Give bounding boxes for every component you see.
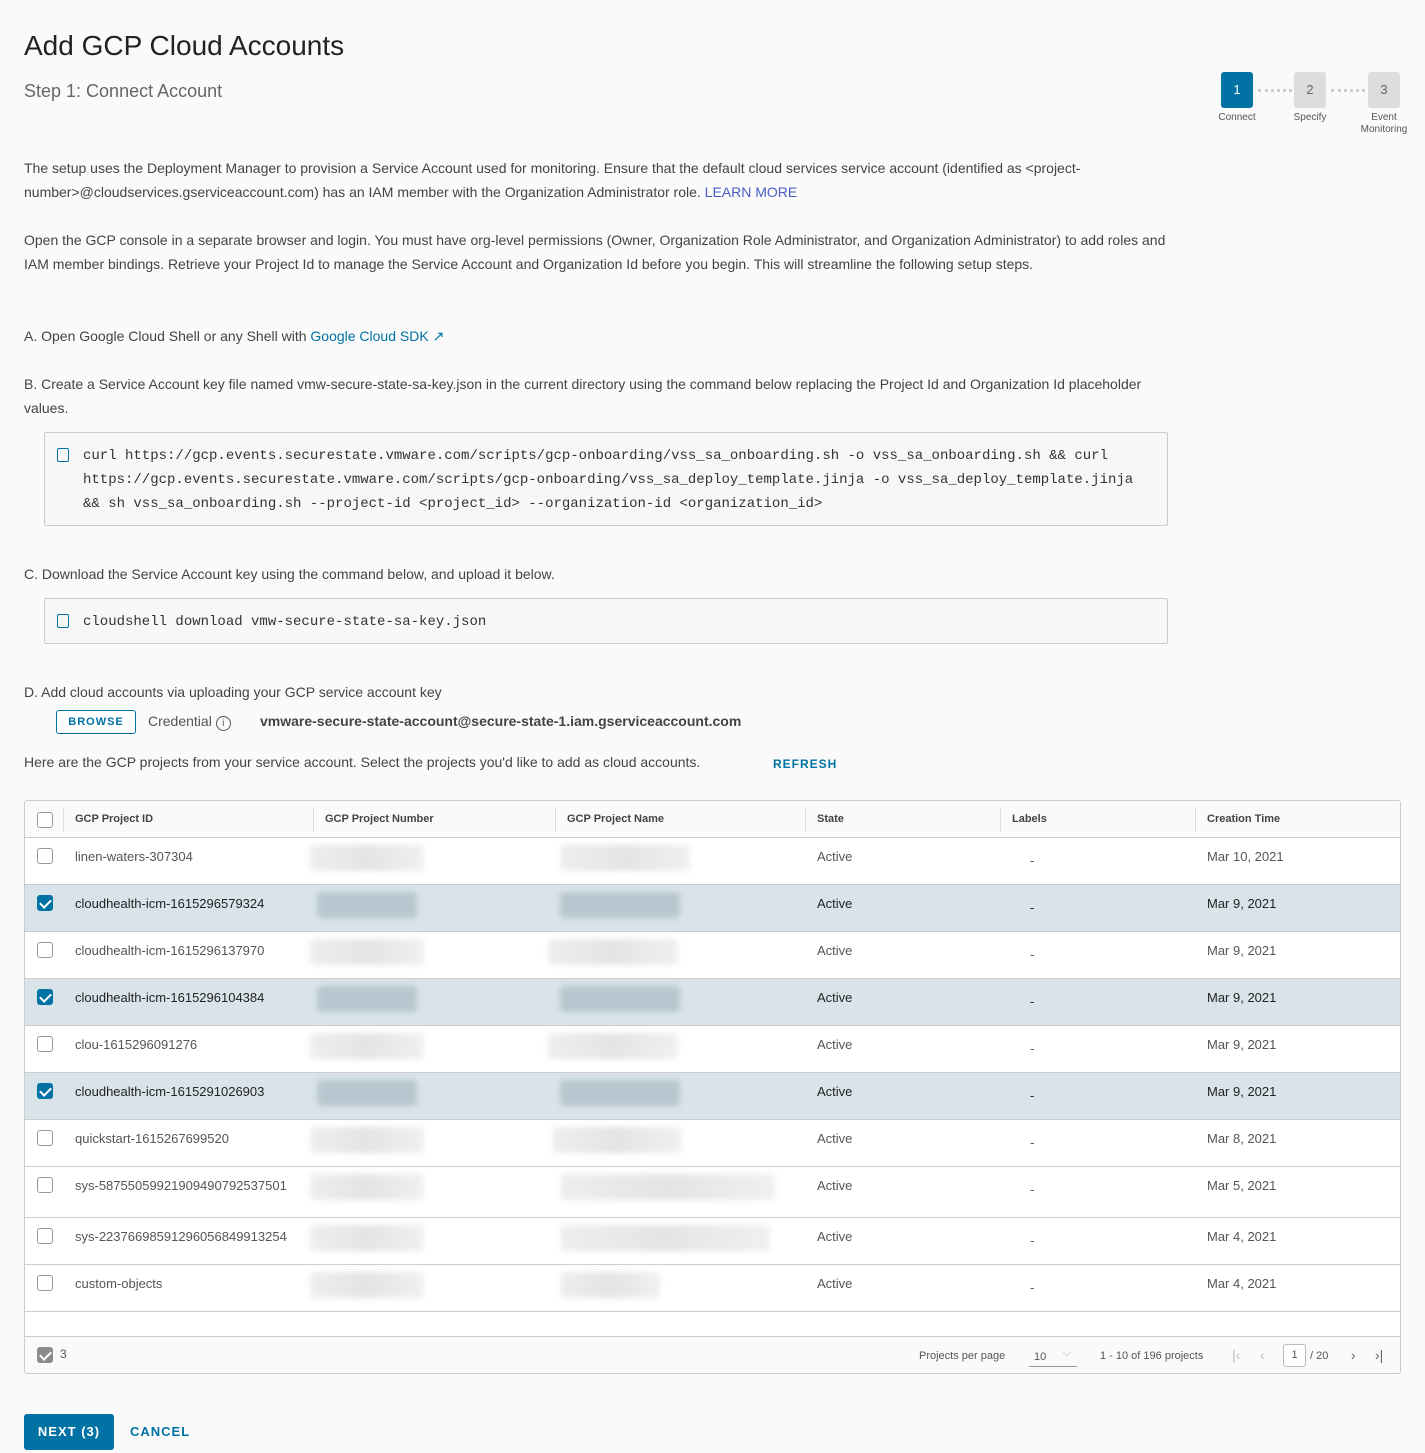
project-state: Active — [817, 990, 853, 1005]
table-row[interactable] — [25, 885, 1400, 932]
step-2[interactable]: 2 — [1294, 72, 1326, 108]
step-a-label: A. Open Google Cloud Shell or any Shell with — [24, 328, 307, 344]
table-row[interactable] — [25, 1026, 1400, 1073]
project-creation-time: Mar 9, 2021 — [1207, 1084, 1277, 1099]
step-3-label: Event Monitoring — [1360, 112, 1408, 135]
next-button[interactable]: NEXT (3) — [24, 1414, 114, 1450]
project-name-redacted — [560, 1225, 770, 1251]
project-number-redacted — [317, 1080, 417, 1106]
project-number-redacted — [310, 1225, 424, 1251]
project-labels: - — [1030, 1280, 1035, 1295]
previous-page-icon[interactable]: ‹ — [1260, 1347, 1265, 1363]
project-labels: - — [1030, 853, 1035, 868]
pagination-range: 1 - 10 of 196 projects — [1100, 1350, 1204, 1362]
project-id: custom-objects — [75, 1276, 163, 1291]
row-checkbox[interactable] — [37, 989, 53, 1005]
step-1[interactable]: 1 — [1221, 72, 1253, 108]
project-number-redacted — [310, 1127, 424, 1153]
table-row[interactable] — [25, 1120, 1400, 1167]
project-number-redacted — [310, 1033, 424, 1059]
col-project-number[interactable]: GCP Project Number — [325, 813, 434, 825]
project-creation-time: Mar 4, 2021 — [1207, 1229, 1277, 1244]
learn-more-link[interactable]: LEARN MORE — [704, 184, 798, 200]
first-page-icon[interactable]: |‹ — [1232, 1347, 1241, 1363]
project-number-redacted — [317, 986, 417, 1012]
table-row[interactable] — [25, 1073, 1400, 1120]
project-name-redacted — [560, 892, 680, 918]
project-creation-time: Mar 8, 2021 — [1207, 1131, 1277, 1146]
row-checkbox[interactable] — [37, 1130, 53, 1146]
table-row[interactable] — [25, 932, 1400, 979]
project-number-redacted — [310, 845, 424, 871]
project-creation-time: Mar 9, 2021 — [1207, 990, 1277, 1005]
chevron-down-icon: ⌵ — [1062, 1347, 1071, 1359]
col-project-id[interactable]: GCP Project ID — [75, 813, 154, 825]
project-labels: - — [1030, 1182, 1035, 1197]
step-b-text: B. Create a Service Account key file named vmw-secure-state-sa-key.json in the current directory using the command below replacing the Project Id and Organization Id placeholder values. — [24, 376, 1142, 416]
select-all-checkbox[interactable] — [37, 812, 53, 828]
step-subtitle: Step 1: Connect Account — [24, 81, 223, 101]
project-labels: - — [1030, 1041, 1035, 1056]
project-labels: - — [1030, 1135, 1035, 1150]
row-checkbox[interactable] — [37, 1083, 53, 1099]
wizard-stepper — [1210, 72, 1420, 142]
code-block-onboarding — [44, 432, 1168, 526]
intro-paragraph-1 — [24, 156, 1174, 204]
project-state: Active — [817, 1037, 853, 1052]
last-page-icon[interactable]: ›| — [1375, 1347, 1384, 1363]
table-row[interactable] — [25, 979, 1400, 1026]
col-creation-time[interactable]: Creation Time — [1207, 813, 1281, 825]
project-number-redacted — [310, 1272, 424, 1298]
col-project-name[interactable]: GCP Project Name — [567, 813, 665, 825]
cancel-button[interactable]: CANCEL — [130, 1424, 191, 1439]
project-name-redacted — [560, 986, 680, 1012]
selected-count: 3 — [60, 1347, 67, 1361]
project-state: Active — [817, 943, 853, 958]
project-number-redacted — [310, 939, 424, 965]
external-link-icon: ↗ — [432, 328, 445, 344]
table-row[interactable] — [25, 1167, 1400, 1218]
row-checkbox[interactable] — [37, 1228, 53, 1244]
project-id: sys-22376698591296056849913254 — [75, 1229, 287, 1244]
info-icon[interactable]: i — [216, 716, 231, 731]
project-id: sys-58755059921909490792537501 — [75, 1178, 287, 1193]
row-checkbox[interactable] — [37, 942, 53, 958]
step-1-label: Connect — [1218, 112, 1256, 123]
project-name-redacted — [552, 1127, 682, 1153]
project-number-redacted — [317, 892, 417, 918]
intro-text: The setup uses the Deployment Manager to provision a Service Account used for monitoring. Ensure that the default cloud services service account (identified as <project-number>@cloudservices.gserviceaccount.com) has an IAM member with the Organization Administrator role. — [24, 160, 1081, 200]
per-page-label: Projects per page — [919, 1350, 1006, 1362]
project-labels: - — [1030, 1233, 1035, 1248]
table-footer — [25, 1336, 1400, 1374]
row-checkbox[interactable] — [37, 1036, 53, 1052]
project-creation-time: Mar 9, 2021 — [1207, 896, 1277, 911]
projects-description: Here are the GCP projects from your service account. Select the projects you'd like to add as cloud accounts. — [24, 754, 701, 770]
row-checkbox[interactable] — [37, 895, 53, 911]
browse-button[interactable]: BROWSE — [56, 710, 136, 734]
page-title: Add GCP Cloud Accounts — [24, 30, 345, 61]
project-name-redacted — [548, 939, 678, 965]
col-labels[interactable]: Labels — [1012, 813, 1047, 825]
step-2-label: Specify — [1293, 112, 1327, 123]
row-checkbox[interactable] — [37, 1177, 53, 1193]
project-number-redacted — [310, 1174, 424, 1200]
project-state: Active — [817, 849, 853, 864]
project-labels: - — [1030, 900, 1035, 915]
project-creation-time: Mar 10, 2021 — [1207, 849, 1284, 864]
row-checkbox[interactable] — [37, 1275, 53, 1291]
project-labels: - — [1030, 994, 1035, 1009]
project-creation-time: Mar 9, 2021 — [1207, 943, 1277, 958]
refresh-button[interactable]: REFRESH — [773, 757, 838, 771]
project-labels: - — [1030, 947, 1035, 962]
table-row[interactable] — [25, 838, 1400, 885]
project-name-redacted — [560, 845, 690, 871]
projects-table — [24, 800, 1401, 1374]
project-id: cloudhealth-icm-1615291026903 — [75, 1084, 265, 1099]
project-creation-time: Mar 9, 2021 — [1207, 1037, 1277, 1052]
selected-count-icon — [37, 1347, 53, 1363]
project-labels: - — [1030, 1088, 1035, 1103]
step-3[interactable]: 3 — [1368, 72, 1400, 108]
project-id: linen-waters-307304 — [75, 849, 193, 864]
step-d-text: D. Add cloud accounts via uploading your GCP service account key — [24, 684, 442, 700]
project-state: Active — [817, 1276, 853, 1291]
project-state: Active — [817, 1084, 853, 1099]
col-state[interactable]: State — [817, 813, 844, 825]
total-pages: / 20 — [1310, 1350, 1329, 1362]
google-cloud-sdk-link[interactable]: Google Cloud SDK ↗ — [310, 328, 445, 344]
step-a-text — [24, 324, 1174, 348]
table-row[interactable] — [25, 1218, 1400, 1265]
copy-icon[interactable] — [57, 448, 69, 462]
copy-icon[interactable] — [57, 614, 69, 628]
page-input[interactable]: 1 — [1283, 1344, 1306, 1367]
row-checkbox[interactable] — [37, 848, 53, 864]
project-state: Active — [817, 1178, 853, 1193]
credential-value: vmware-secure-state-account@secure-state-1.iam.gserviceaccount.com — [260, 713, 742, 729]
table-header — [25, 801, 1400, 838]
project-state: Active — [817, 1229, 853, 1244]
project-creation-time: Mar 5, 2021 — [1207, 1178, 1277, 1193]
code-block-download — [44, 598, 1168, 644]
project-name-redacted — [548, 1033, 678, 1059]
project-state: Active — [817, 1131, 853, 1146]
project-name-redacted — [560, 1272, 660, 1298]
onboarding-command: curl https://gcp.events.securestate.vmware.com/scripts/gcp-onboarding/vss_sa_onboarding.sh -o vss_sa_onboarding.sh && curl https://gcp.events.securestate.vmware.com/scripts/gcp-onboarding/vss_sa_deploy_template.jinja -o vss_sa_deploy_template.jinja && sh vss_sa_onboarding.sh --project-id <project_id> --organization-id <organization_id> — [83, 448, 1134, 512]
project-id: cloudhealth-icm-1615296104384 — [75, 990, 265, 1005]
project-name-redacted — [560, 1174, 775, 1200]
project-id: quickstart-1615267699520 — [75, 1131, 229, 1146]
download-command: cloudshell download vmw-secure-state-sa-key.json — [83, 614, 487, 630]
project-id: clou-1615296091276 — [75, 1037, 198, 1052]
project-state: Active — [817, 896, 853, 911]
next-page-icon[interactable]: › — [1351, 1347, 1356, 1363]
project-creation-time: Mar 4, 2021 — [1207, 1276, 1277, 1291]
step-c-text: C. Download the Service Account key using the command below, and upload it below. — [24, 566, 555, 582]
intro-paragraph-2: Open the GCP console in a separate browser and login. You must have org-level permissions (Owner, Organization Role Administrator, and Organization Administrator) to add roles and IAM member bindings. Retrieve your Project Id to manage the Service Account and Organization Id before you begin. This will streamline the following setup steps. — [24, 232, 1166, 272]
per-page-select[interactable]: 10 ⌵ — [1029, 1345, 1077, 1367]
table-row[interactable] — [25, 1265, 1400, 1312]
project-id: cloudhealth-icm-1615296137970 — [75, 943, 265, 958]
project-id: cloudhealth-icm-1615296579324 — [75, 896, 265, 911]
project-name-redacted — [560, 1080, 680, 1106]
credential-label: Credential i — [148, 713, 231, 731]
